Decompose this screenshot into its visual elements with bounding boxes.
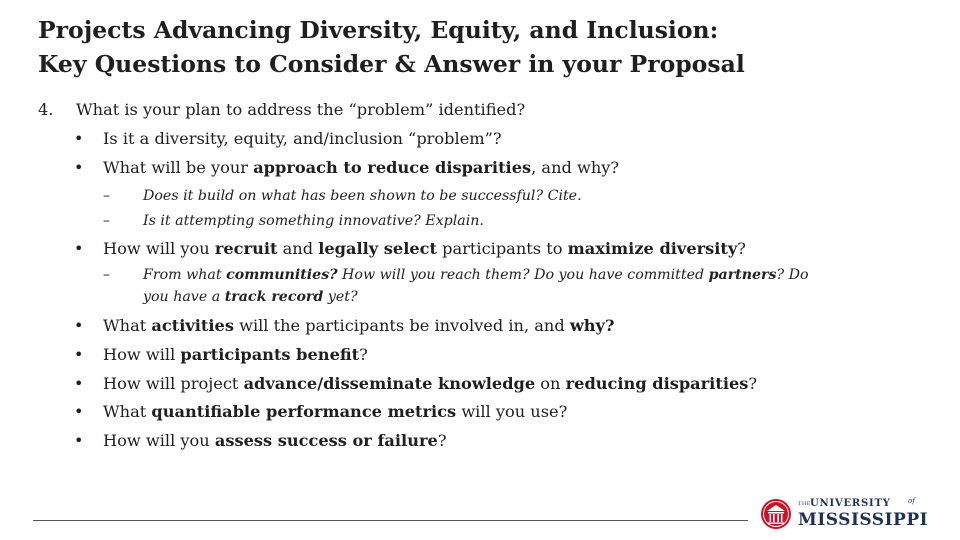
bullet-marker: • [74,374,84,393]
bullet-recruit: How will you recruit and legally select participants to maximize diversity? [103,239,746,258]
bullet-dei-problem: Is it a diversity, equity, and/inclusion “problem”? [103,129,502,148]
bullet-marker: • [74,316,84,335]
bullet-marker: • [74,345,84,364]
bullet-metrics: What quantifiable performance metrics will you use? [103,402,568,421]
bullet-marker: • [74,239,84,258]
bullet-marker: • [74,431,84,450]
bullet-advance-knowledge: How will project advance/disseminate knowledge on reducing disparities? [103,374,758,393]
sub-item-innovative: Is it attempting something innovative? Explain. [143,213,484,229]
bullet-marker: • [74,402,84,421]
university-logo [760,495,930,533]
bullet-participants-benefit: How will participants benefit? [103,345,368,364]
bullet-approach: What will be your approach to reduce disparities, and why? [103,158,620,177]
dash-marker: – [103,267,110,283]
logo-mississippi: MISSISSIPPI [798,510,929,530]
logo-the: THE [798,501,811,507]
bullet-marker: • [74,158,84,177]
question-4-text: What is your plan to address the “problem” identified? [76,100,526,119]
list-number: 4. [38,100,54,119]
sub-item-build-on-success: Does it build on what has been shown to be successful? Cite. [143,188,582,204]
bullet-marker: • [74,129,84,148]
title-line-2: Key Questions to Consider & Answer in your Proposal [38,50,745,78]
bullet-activities: What activities will the participants be involved in, and why? [103,316,615,335]
bullet-assess-success: How will you assess success or failure? [103,431,447,450]
footer-divider [33,520,748,521]
dash-marker: – [103,188,110,204]
sub-item-communities-line2: you have a track record yet? [143,289,358,305]
logo-of: of [908,497,915,505]
dash-marker: – [103,213,110,229]
logo-university: UNIVERSITY [810,498,891,509]
title-line-1: Projects Advancing Diversity, Equity, and Inclusion: [38,16,719,44]
sub-item-communities-line1: From what communities? How will you reach them? Do you have committed partners? Do [143,267,809,283]
lyceum-icon [760,498,792,530]
